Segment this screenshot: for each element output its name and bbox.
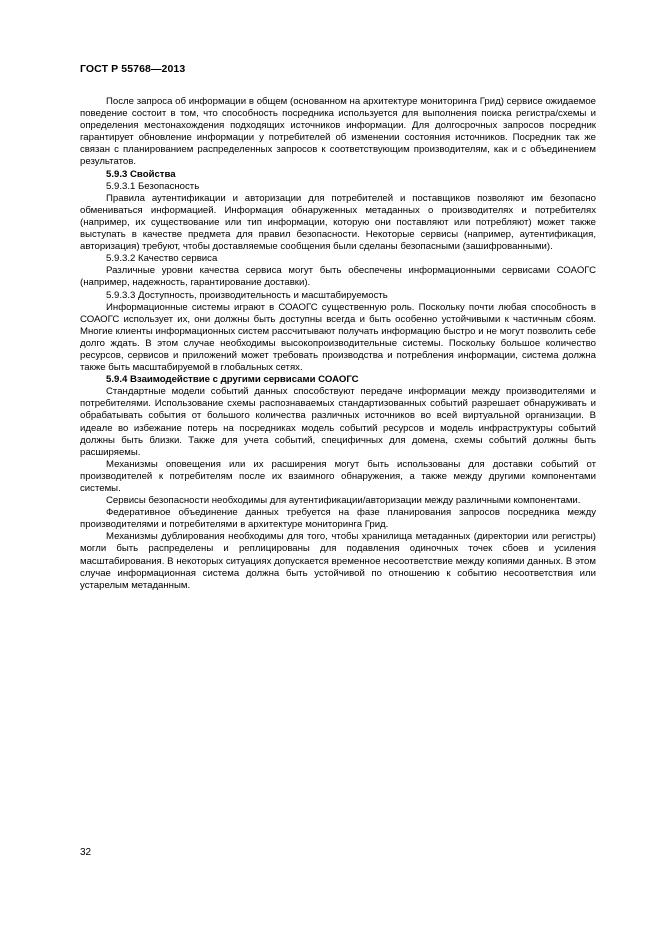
document-body [80,96,596,592]
paragraph: Механизмы оповещения или их расширения могут быть использованы для доставки событий от производителей к потребителям после их взаимного обнаружения, а также между другими компонентами системы. [80,458,596,494]
subsection-heading: 5.9.3.2 Качество сервиса [106,253,218,265]
paragraph: Стандартные модели событий данных способствуют передаче информации между производителями и потребителями. Использование схемы распознаваемых стандартизованных событий разрешает обнаруживать и обрабатывать события от большого количества различных источников во всей виртуальной организации. В идеале во избежание потерь на посредниках модель событий ресурсов и модель инфраструктуры событий должны быть близки. Также для учета событий, специфичных для домена, схемы событий должны быть расширяемы. [80,386,596,458]
section-heading: 5.9.4 Взаимодействие с другими сервисами СОАОГС [106,374,359,386]
subsection-heading: 5.9.3.3 Доступность, производительность и масштабируемость [106,289,388,301]
paragraph: Механизмы дублирования необходимы для того, чтобы хранилища метаданных (директории или регистры) могли быть распределены и реплицированы для подавления одиночных точек сбоев и усиления масштабирования. В некоторых ситуациях допускается временное несоответствие между копиями данных. В этом случае информационная система должна быть устойчивой по отношению к событию несоответствия или устарелым метаданным. [80,531,596,591]
paragraph: Федеративное объединение данных требуется на фазе планирования запросов посредника между производителями и потребителями в архитектуре мониторинга Грид. [80,507,596,531]
page-number: 32 [80,847,92,858]
section-heading: 5.9.3 Свойства [106,168,176,180]
paragraph: Правила аутентификации и авторизации для потребителей и поставщиков позволяют им безопасно обмениваться информацией. Информация обнаруженных метаданных о производителях и потребителях (например, их существование или тип информации, которую они поставляют или потребляют) может также выступать в качестве предмета для правил безопасности. Некоторые сервисы (например, аутентификация, авторизация) требуют, чтобы доставляемые сообщения были сделаны безопасными (зашифрованными). [80,192,596,253]
paragraph: После запроса об информации в общем (основанном на архитектуре мониторинга Грид) сервисе ожидаемое поведение состоит в том, что способность посредника используется для выполнения поиска регистра/схемы и определения местонахождения подходящих источников информации. Для долгосрочных запросов посредник гарантирует обновление информации у потребителей об изменении состояния источников. Посредник так же связан с планированием распределенных запросов к соответствующим производителям, как и с объединением результатов. [80,96,596,168]
paragraph: Различные уровни качества сервиса могут быть обеспечены информационными сервисами СОАОГС (например, надежность, гарантирование доставки). [80,265,596,289]
subsection-heading: 5.9.3.1 Безопасность [106,180,200,192]
paragraph: Информационные системы играют в СОАОГС существенную роль. Поскольку почти любая способность в СОАОГС использует их, они должны быть доступны всегда и быть особенно устойчивыми к частичным сбоям. Многие клиенты информационных систем рассчитывают получать информацию быстро и не могут позволить себе долго ждать. В этом случае необходимы высокопроизводительные системы. Поскольку большое количество ресурсов, сервисов и приложений может требовать производства и потребления информации, система должна также быть масштабируемой в глобальных сетях. [80,301,596,374]
paragraph: Сервисы безопасности необходимы для аутентификации/авторизации между различными компонентами. [106,495,581,507]
document-header: ГОСТ Р 55768—2013 [80,63,186,75]
